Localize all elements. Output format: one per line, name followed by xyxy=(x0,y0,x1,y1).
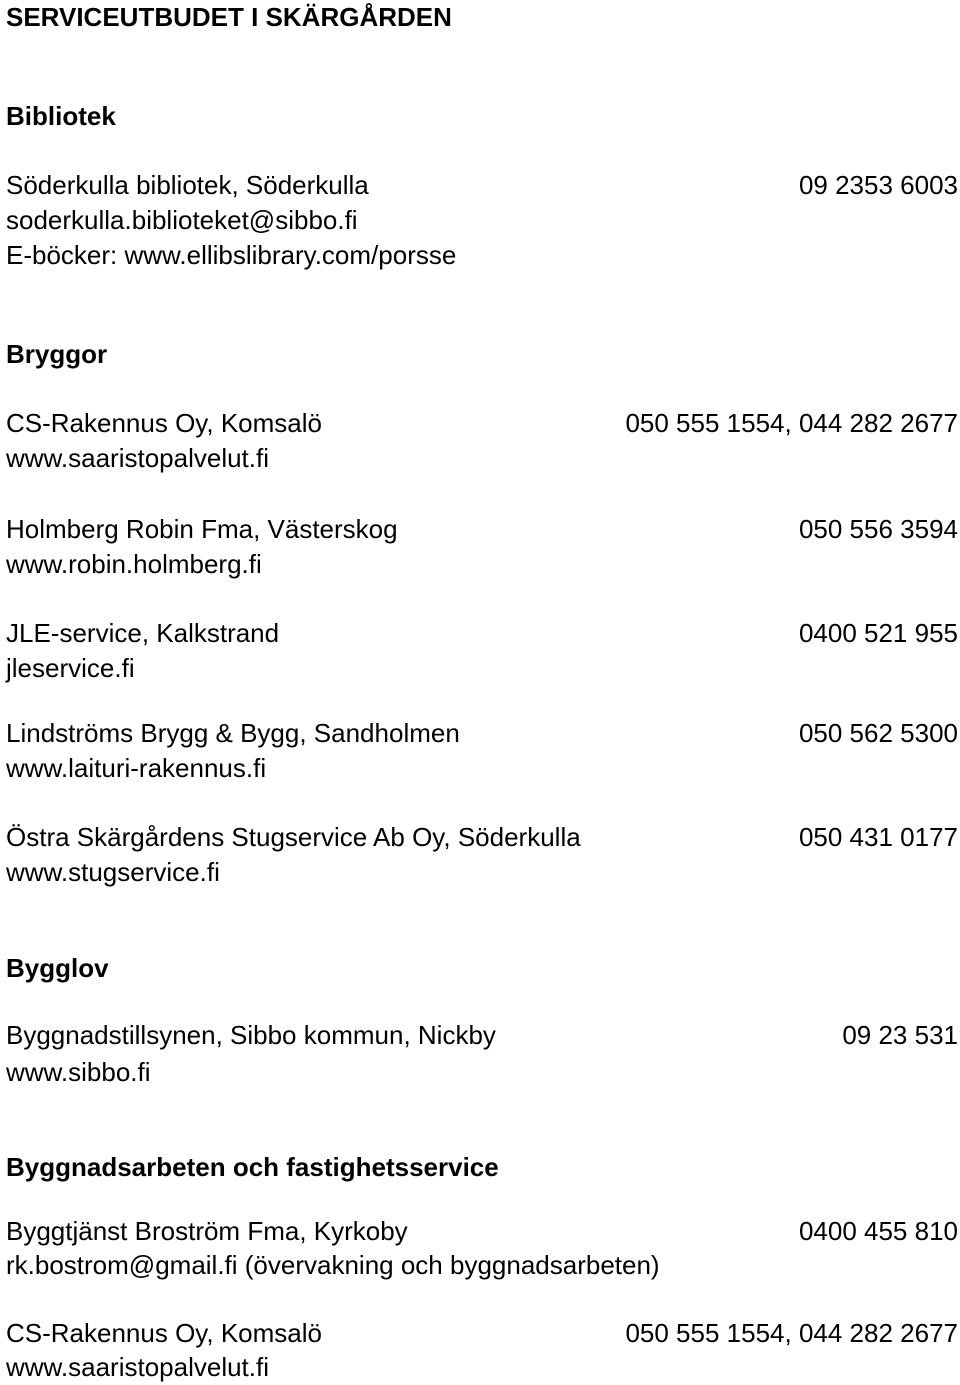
entry-ebooks: E-böcker: www.ellibslibrary.com/porsse xyxy=(6,240,457,270)
entry-web: www.saaristopalvelut.fi xyxy=(6,1352,269,1382)
entry-phone: 050 555 1554, 044 282 2677 xyxy=(625,408,958,438)
entry-phone: 09 2353 6003 xyxy=(798,170,958,200)
entry-phone: 0400 521 955 xyxy=(798,618,958,648)
entry-name: Byggtjänst Broström Fma, Kyrkoby xyxy=(6,1216,408,1246)
entry-name: Söderkulla bibliotek, Söderkulla xyxy=(6,170,369,200)
entry-web: www.robin.holmberg.fi xyxy=(6,549,262,579)
entry-name: Lindströms Brygg & Bygg, Sandholmen xyxy=(6,718,460,748)
entry-web: jleservice.fi xyxy=(6,653,135,683)
section-heading-bryggor: Bryggor xyxy=(6,339,108,369)
entry-name: JLE-service, Kalkstrand xyxy=(6,618,280,648)
entry-web: www.stugservice.fi xyxy=(6,857,220,887)
entry-web: www.laituri-rakennus.fi xyxy=(6,753,267,783)
section-heading-bygglov: Bygglov xyxy=(6,953,109,983)
entry-phone: 09 23 531 xyxy=(842,1020,958,1050)
entry-name: CS-Rakennus Oy, Komsalö xyxy=(6,408,322,438)
entry-name: Byggnadstillsynen, Sibbo kommun, Nickby xyxy=(6,1020,496,1050)
section-heading-byggnadsarbeten: Byggnadsarbeten och fastighetsservice xyxy=(6,1152,499,1182)
entry-phone: 0400 455 810 xyxy=(798,1216,958,1246)
entry-web: www.sibbo.fi xyxy=(6,1057,151,1087)
entry-email: soderkulla.biblioteket@sibbo.fi xyxy=(6,205,358,235)
entry-name: CS-Rakennus Oy, Komsalö xyxy=(6,1318,322,1348)
page-title: SERVICEUTBUDET I SKÄRGÅRDEN xyxy=(6,2,452,32)
entry-phone: 050 556 3594 xyxy=(798,514,958,544)
entry-web: www.saaristopalvelut.fi xyxy=(6,443,269,473)
entry-phone: 050 431 0177 xyxy=(798,822,958,852)
entry-name: Holmberg Robin Fma, Västerskog xyxy=(6,514,398,544)
entry-phone: 050 562 5300 xyxy=(798,718,958,748)
entry-phone: 050 555 1554, 044 282 2677 xyxy=(625,1318,958,1348)
entry-name: Östra Skärgårdens Stugservice Ab Oy, Söderkulla xyxy=(6,822,581,852)
entry-web: rk.bostrom@gmail.fi (övervakning och byggnadsarbeten) xyxy=(6,1250,660,1280)
section-heading-bibliotek: Bibliotek xyxy=(6,101,116,131)
